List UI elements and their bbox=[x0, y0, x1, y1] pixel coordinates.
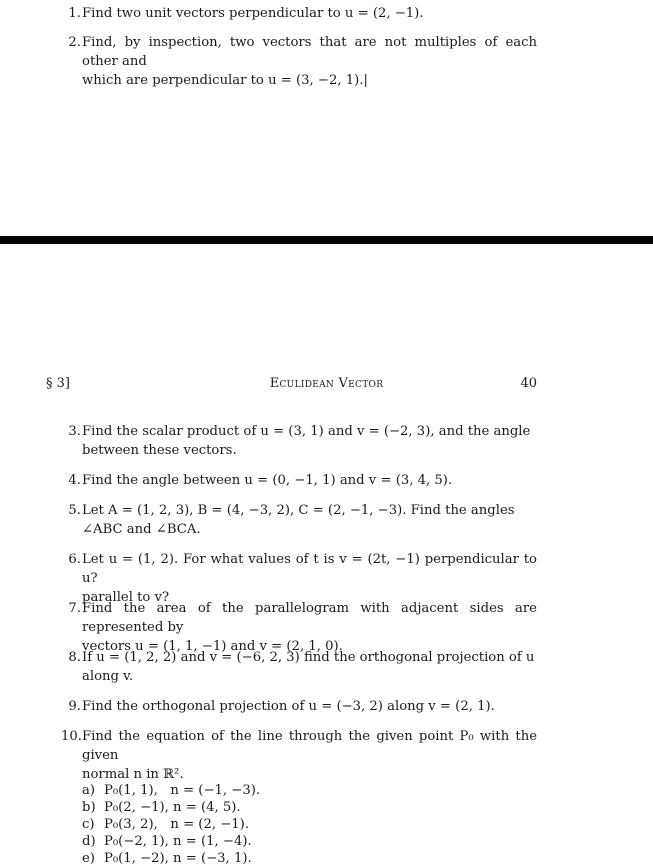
problem-number: 6. bbox=[68, 552, 81, 567]
subpart-label: b) bbox=[82, 800, 96, 815]
problem-number: 9. bbox=[68, 699, 81, 714]
problem-line: Find, by inspection, two vectors that are not multiples of each other and bbox=[82, 35, 537, 69]
problem-text bbox=[82, 4, 537, 23]
problem-number: 8. bbox=[68, 650, 81, 665]
subpart-text: P₀(−2, 1), n = (1, −4). bbox=[104, 834, 252, 849]
problem-number: 4. bbox=[68, 473, 81, 488]
subpart-a bbox=[82, 782, 537, 799]
problem-line: Let A = (1, 2, 3), B = (4, −3, 2), C = (2, −1, −3). Find the angles bbox=[82, 503, 515, 518]
subpart-label: e) bbox=[82, 851, 95, 866]
problem-text bbox=[82, 727, 537, 867]
problem-text bbox=[82, 501, 537, 539]
problem-line: Find the equation of the line through the given point P₀ with the given bbox=[82, 729, 537, 763]
subpart-label: c) bbox=[82, 817, 95, 832]
problem-line: vectors u = (1, 1, −1) and v = (2, 1, 0). bbox=[82, 639, 343, 654]
problem-number: 1. bbox=[68, 6, 81, 21]
subpart-text: P₀(3, 2), n = (2, −1). bbox=[104, 817, 250, 832]
problem-line: between these vectors. bbox=[82, 443, 237, 458]
problem-line: which are perpendicular to u = (3, −2, 1).| bbox=[82, 73, 368, 88]
subpart-label: d) bbox=[82, 834, 96, 849]
problem-line: along v. bbox=[82, 669, 134, 684]
problem-line: Find the scalar product of u = (3, 1) and v = (−2, 3), and the angle bbox=[82, 424, 531, 439]
problem-number: 2. bbox=[68, 35, 81, 50]
page-number: 40 bbox=[520, 376, 537, 391]
page-divider bbox=[0, 236, 653, 244]
problem-number: 3. bbox=[68, 424, 81, 439]
problem-line: parallel to v? bbox=[82, 590, 170, 605]
problem-text bbox=[82, 697, 537, 716]
section-label: § 3] bbox=[46, 376, 70, 391]
problem-text bbox=[82, 422, 537, 460]
subpart-text: P₀(1, −2), n = (−3, 1). bbox=[104, 851, 252, 866]
subpart-list bbox=[82, 782, 537, 867]
subpart-text: P₀(2, −1), n = (4, 5). bbox=[104, 800, 241, 815]
problem-number: 5. bbox=[68, 503, 81, 518]
problem-line: Let u = (1, 2). For what values of t is v = (2t, −1) perpendicular to u? bbox=[82, 552, 537, 586]
problem-text bbox=[82, 648, 537, 686]
subpart-label: a) bbox=[82, 783, 96, 798]
problem-text bbox=[82, 33, 537, 90]
running-title: Eculidean Vector bbox=[269, 376, 384, 391]
problem-number: 10. bbox=[61, 729, 82, 744]
problem-line: If u = (1, 2, 2) and v = (−6, 2, 3) find the orthogonal projection of u bbox=[82, 650, 535, 665]
problem-line: Find two unit vectors perpendicular to u = (2, −1). bbox=[82, 6, 424, 21]
subpart-text: P₀(1, 1), n = (−1, −3). bbox=[104, 783, 261, 798]
problem-line: Find the orthogonal projection of u = (−3, 2) along v = (2, 1). bbox=[82, 699, 495, 714]
problem-text bbox=[82, 471, 537, 490]
subpart-b bbox=[82, 799, 537, 816]
problem-line: ∠ABC and ∠BCA. bbox=[82, 522, 201, 537]
problem-line: Find the angle between u = (0, −1, 1) and v = (3, 4, 5). bbox=[82, 473, 453, 488]
problem-line: normal n in ℝ². bbox=[82, 767, 184, 782]
problem-line: Find the area of the parallelogram with adjacent sides are represented by bbox=[82, 601, 537, 635]
subpart-c bbox=[82, 816, 537, 833]
problem-number: 7. bbox=[68, 601, 81, 616]
subpart-e bbox=[82, 850, 537, 867]
subpart-d bbox=[82, 833, 537, 850]
